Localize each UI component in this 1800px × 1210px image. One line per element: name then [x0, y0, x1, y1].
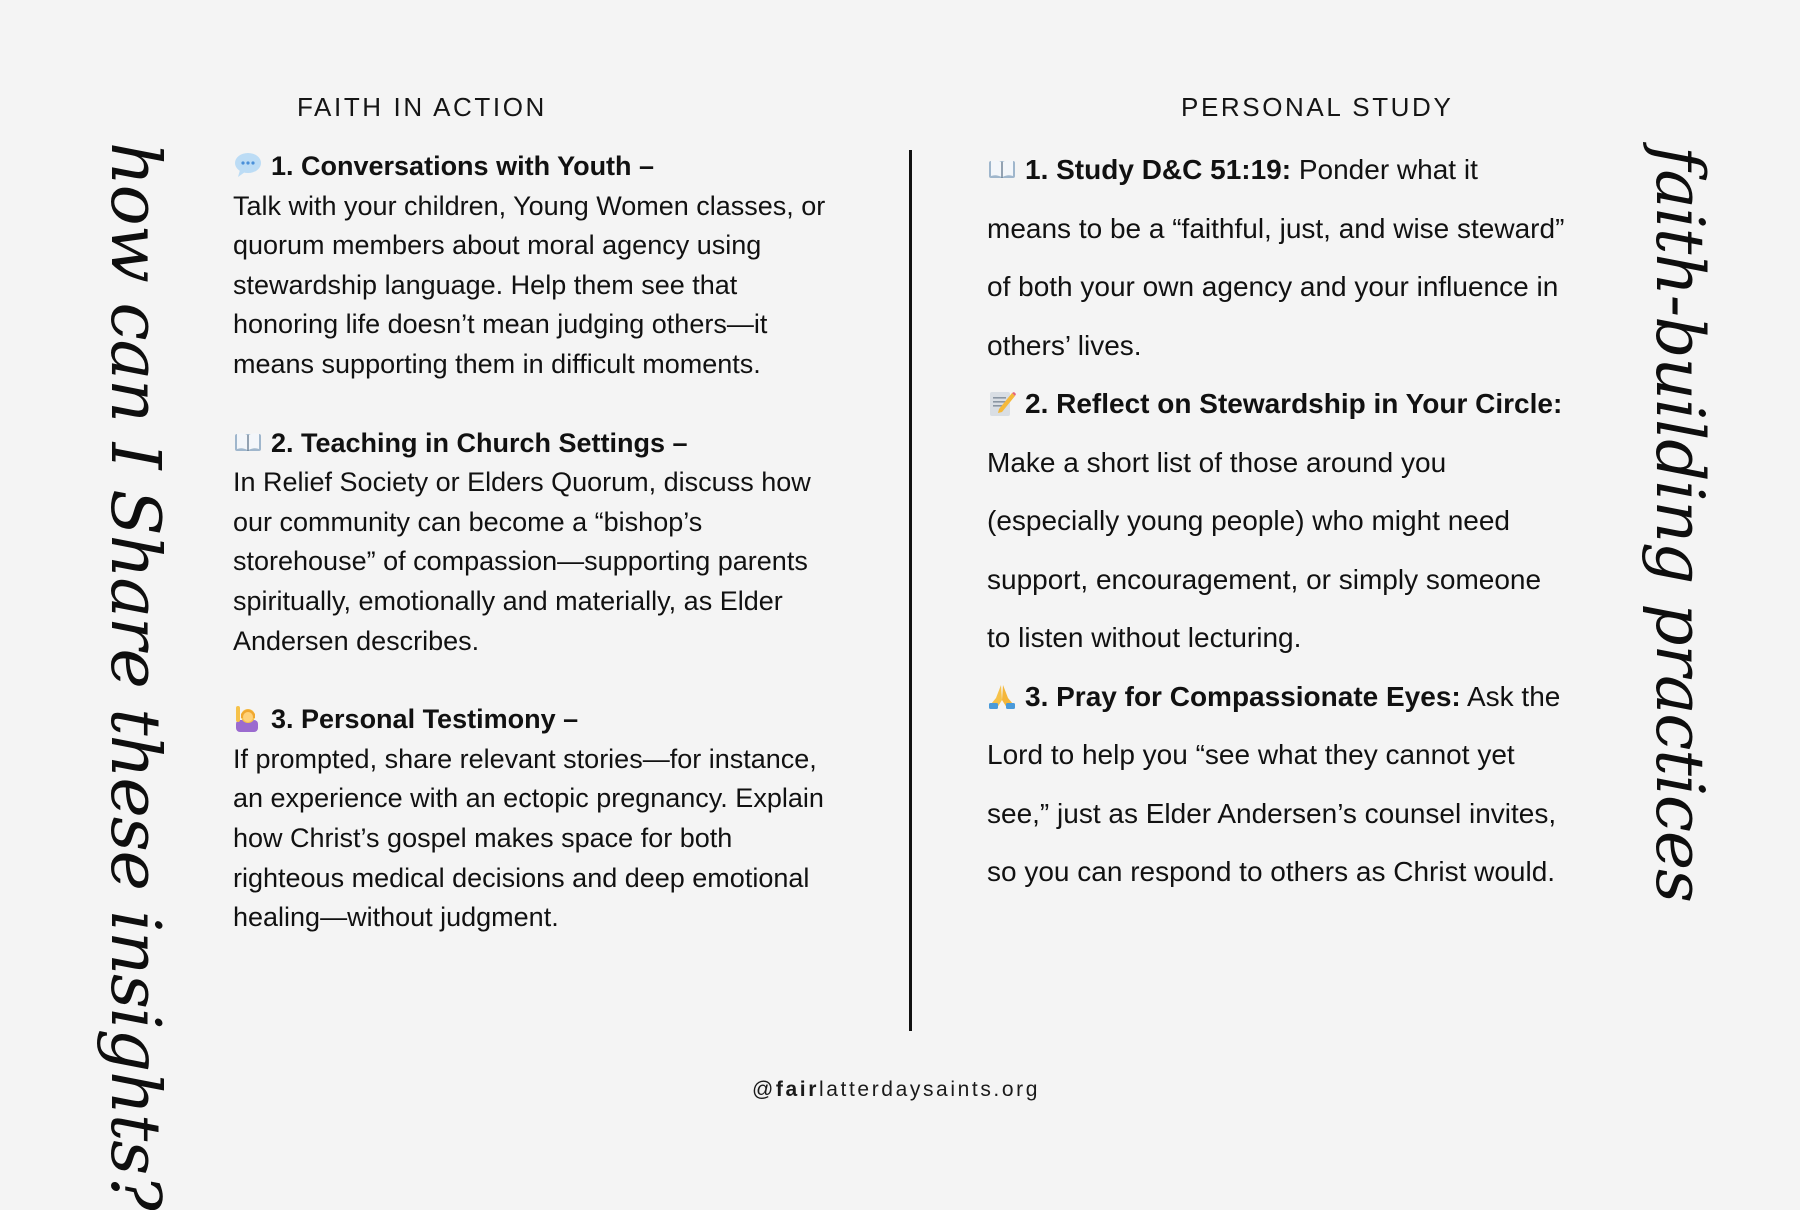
heading-faith-in-action: FAITH IN ACTION	[297, 92, 547, 122]
column-divider	[909, 150, 912, 1031]
footer-brand-rest: latterdaysaints.org	[819, 1078, 1041, 1101]
item-body: Talk with your children, Young Women classes, or quorum members about moral agency using stewardship language. Help them see that honoring life doesn’t mean judging others—it means supporting them in difficult moments.	[233, 190, 826, 379]
item-body: If prompted, share relevant stories—for instance, an experience with an ectopic pregnancy. Explain how Christ’s gospel makes space for both righteous medical decisions and deep emotional healing—without judgment.	[233, 743, 824, 933]
footer-at: @	[752, 1078, 776, 1101]
item-body: In Relief Society or Elders Quorum, discuss how our community can become a “bishop’s storehouse” of compassion—supporting parents spiritually, emotionally and materially, as Elder Andersen describes.	[233, 467, 811, 656]
personal-study-column	[987, 141, 1567, 902]
speech-bubble-icon	[233, 151, 263, 179]
item-title: 1. Study D&C 51:19:	[1025, 154, 1292, 185]
vertical-title-right: faith-building practices	[1641, 146, 1718, 902]
item-title: 3. Pray for Compassionate Eyes:	[1025, 680, 1461, 712]
footer-handle	[752, 1078, 1040, 1102]
memo-pencil-icon	[987, 389, 1017, 417]
open-book-icon	[233, 428, 263, 456]
faith-item-testimony	[233, 700, 833, 938]
heading-personal-study: PERSONAL STUDY	[1181, 92, 1454, 122]
open-book-icon	[987, 155, 1017, 183]
vertical-title-left: how can I Share these insights?	[95, 142, 174, 1210]
item-body: Make a short list of those around you (especially young people) who might need support, encouragement, or simply someone to listen without lecturing.	[987, 446, 1542, 653]
study-item-pray	[987, 668, 1567, 902]
footer-brand-bold: fair	[775, 1078, 820, 1101]
faith-item-teaching	[233, 424, 833, 662]
item-title: 2. Teaching in Church Settings –	[271, 427, 688, 458]
item-title: 2. Reflect on Stewardship in Your Circle:	[1025, 388, 1563, 419]
praying-hands-icon	[987, 682, 1017, 710]
item-title: 1. Conversations with Youth –	[271, 151, 655, 181]
study-item-reflect	[987, 375, 1567, 668]
item-body: Ponder what it means to be a “faithful, just, and wise steward” of both your own agency and your influence in others’ lives.	[987, 154, 1565, 361]
item-body: Ask the Lord to help you “see what they cannot yet see,” just as Elder Andersen’s counsel invites, so you can respond to others as Christ would.	[987, 680, 1561, 887]
study-item-dc	[987, 141, 1567, 375]
faith-in-action-column	[233, 147, 833, 977]
faith-item-conversations	[233, 147, 833, 385]
item-title: 3. Personal Testimony –	[271, 704, 579, 735]
person-raising-hand-icon	[233, 704, 263, 732]
